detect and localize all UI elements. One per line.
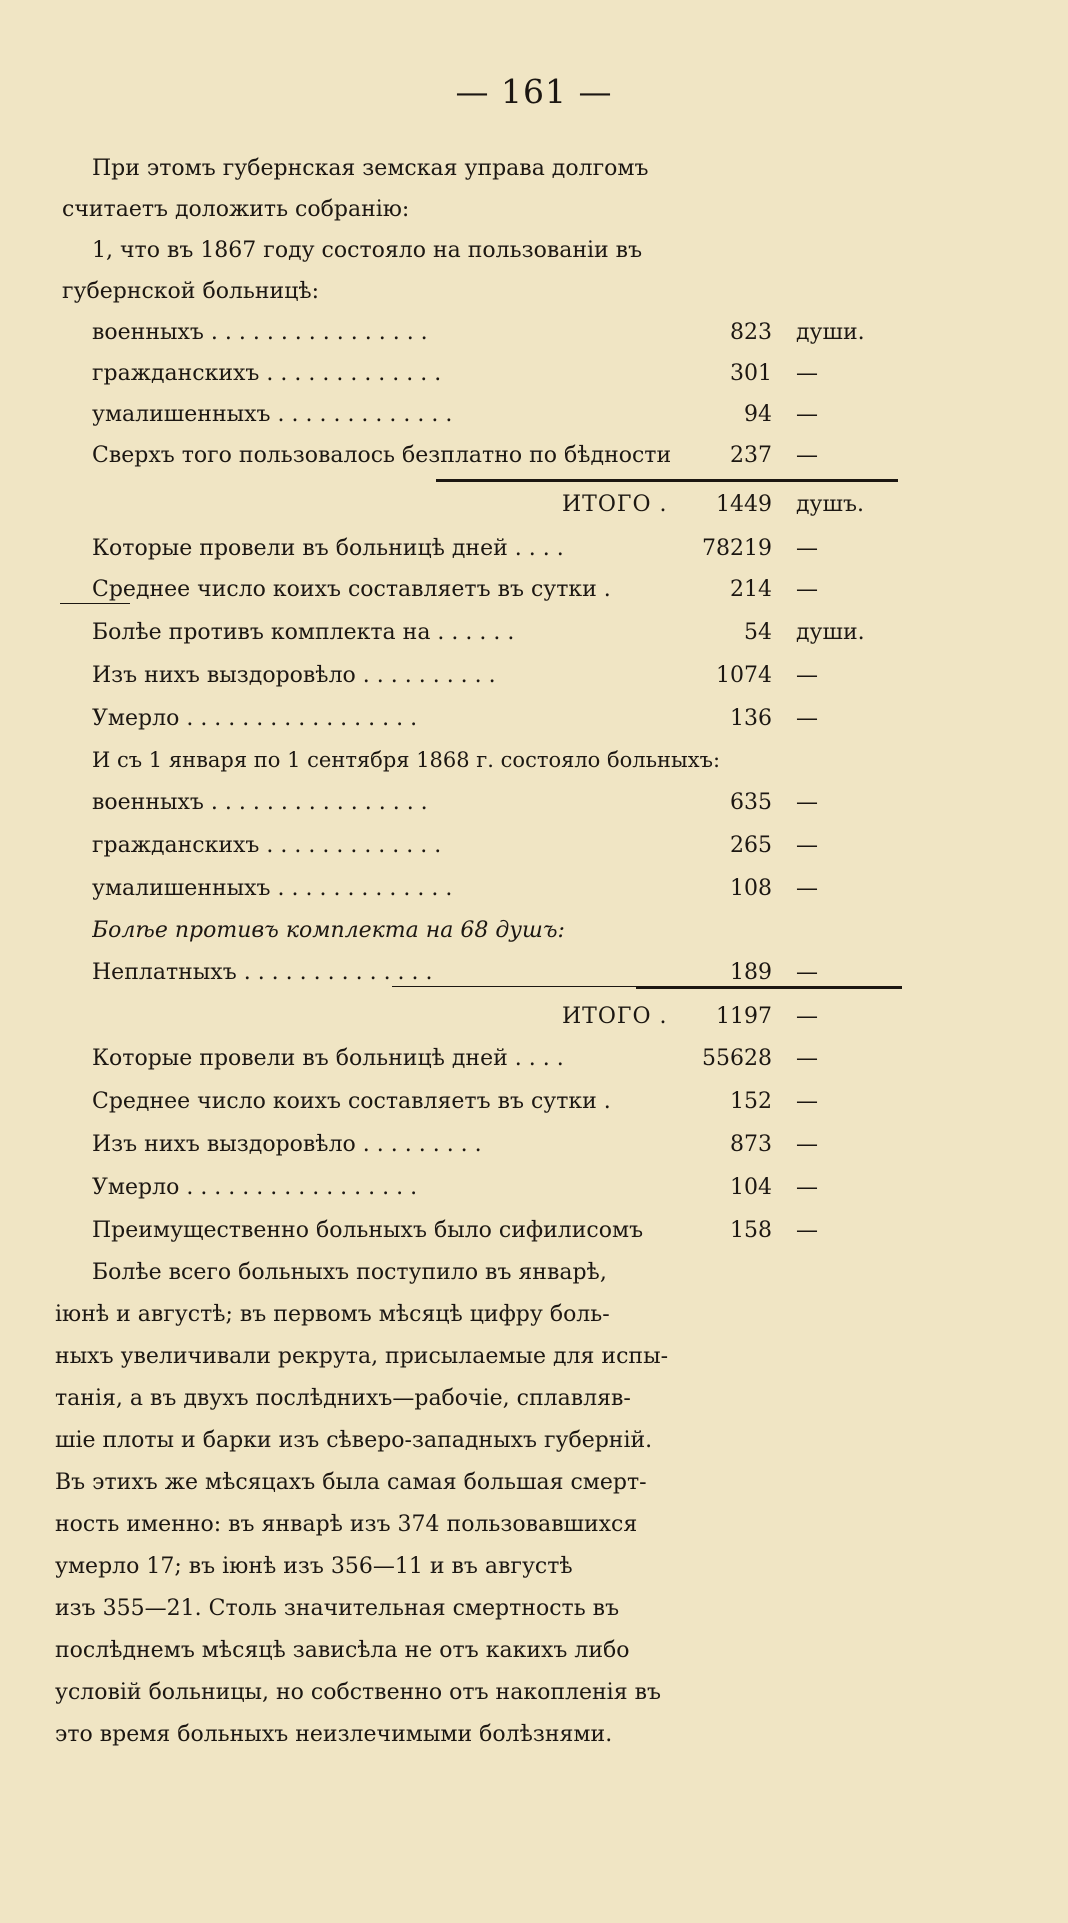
row-unit: — <box>796 663 818 688</box>
intro-line: 1, что въ 1867 году состояло на пользованіи въ <box>92 238 643 263</box>
row-unit: — <box>796 1046 818 1071</box>
table-row <box>92 361 872 391</box>
table-row <box>92 402 872 432</box>
intro-line: губернской больницѣ: <box>62 279 320 304</box>
sum-rule-thin <box>392 986 636 987</box>
paragraph-line: умерло 17; въ іюнѣ изъ 356—11 и въ августѣ <box>55 1554 573 1579</box>
row-label: Сверхъ того пользовалось безплатно по бѣдности <box>92 443 672 468</box>
table-row <box>92 833 872 863</box>
paragraph-line: условій больницы, но собственно отъ накопленія въ <box>55 1680 661 1705</box>
row-value: 55628 <box>702 1046 772 1071</box>
total-label: ИТОГО . <box>562 1004 668 1029</box>
row-unit: — <box>796 1218 818 1243</box>
sum-rule <box>436 479 898 482</box>
table-row <box>92 1218 872 1248</box>
row-label: гражданскихъ . . . . . . . . . . . . . <box>92 361 442 386</box>
table-row <box>92 663 872 693</box>
row-unit: — <box>796 361 818 386</box>
row-label: Которые провели въ больницѣ дней . . . . <box>92 536 564 561</box>
table-row <box>92 536 872 566</box>
total-row <box>92 492 872 522</box>
row-value: 214 <box>730 577 772 602</box>
row-label: Неплатныхъ . . . . . . . . . . . . . . <box>92 960 433 985</box>
row-value: 1074 <box>716 663 772 688</box>
table-row <box>92 1046 872 1076</box>
table-row <box>92 443 872 473</box>
row-unit: души. <box>796 620 865 645</box>
row-value: 94 <box>744 402 772 427</box>
row-label: Которые провели въ больницѣ дней . . . . <box>92 1046 564 1071</box>
row-unit: — <box>796 960 818 985</box>
paragraph-line: ныхъ увеличивали рекрута, присылаемые для испы- <box>55 1344 669 1369</box>
row-unit: — <box>796 1089 818 1114</box>
row-unit: — <box>796 876 818 901</box>
table-row <box>92 577 872 607</box>
paragraph-line: шіе плоты и барки изъ сѣверо-западныхъ губерній. <box>55 1428 653 1453</box>
row-label: умалишенныхъ . . . . . . . . . . . . . <box>92 402 453 427</box>
row-value: 635 <box>730 790 772 815</box>
total-unit: — <box>796 1004 818 1029</box>
row-value: 823 <box>730 320 772 345</box>
paragraph-line: послѣднемъ мѣсяцѣ зависѣла не отъ какихъ либо <box>55 1638 630 1663</box>
paragraph-line: изъ 355—21. Столь значительная смертность въ <box>55 1596 620 1621</box>
row-value: 873 <box>730 1132 772 1157</box>
row-unit: — <box>796 1175 818 1200</box>
table-row <box>92 1132 872 1162</box>
margin-stroke <box>60 603 130 604</box>
table-row <box>92 320 872 350</box>
sum-rule <box>636 986 902 989</box>
row-label: умалишенныхъ . . . . . . . . . . . . . <box>92 876 453 901</box>
row-value: 301 <box>730 361 772 386</box>
row-value: 152 <box>730 1089 772 1114</box>
paragraph-line: танія, а въ двухъ послѣднихъ—рабочіе, сплавляв- <box>55 1386 631 1411</box>
row-label: Изъ нихъ выздоровѣло . . . . . . . . . <box>92 1132 482 1157</box>
row-value: 265 <box>730 833 772 858</box>
total-value: 1449 <box>716 492 772 517</box>
table-row <box>92 1089 872 1119</box>
row-label: Умерло . . . . . . . . . . . . . . . . . <box>92 1175 418 1200</box>
italic-note: Болѣе противъ комплекта на 68 душъ: <box>92 918 565 943</box>
row-label: военныхъ . . . . . . . . . . . . . . . . <box>92 790 428 815</box>
row-unit: — <box>796 706 818 731</box>
row-unit: — <box>796 577 818 602</box>
table-row <box>92 790 872 820</box>
row-label: Умерло . . . . . . . . . . . . . . . . . <box>92 706 418 731</box>
table-row <box>92 706 872 736</box>
row-unit: — <box>796 536 818 561</box>
row-label: Среднее число коихъ составляетъ въ сутки . <box>92 1089 611 1114</box>
paragraph-line: это время больныхъ неизлечимыми болѣзнями. <box>55 1722 613 1747</box>
row-value: 108 <box>730 876 772 901</box>
table-row <box>92 1175 872 1205</box>
total-value: 1197 <box>716 1004 772 1029</box>
total-unit: душъ. <box>796 492 864 517</box>
row-label: Среднее число коихъ составляетъ въ сутки . <box>92 577 611 602</box>
table-row <box>92 876 872 906</box>
paragraph-line: Болѣе всего больныхъ поступило въ январѣ, <box>92 1260 607 1285</box>
total-row <box>92 1004 872 1034</box>
intro-line: При этомъ губернская земская управа долгомъ <box>92 156 649 181</box>
row-value: 104 <box>730 1175 772 1200</box>
total-label: ИТОГО . <box>562 492 668 517</box>
row-unit: — <box>796 1132 818 1157</box>
row-label: гражданскихъ . . . . . . . . . . . . . <box>92 833 442 858</box>
paragraph-line: іюнѣ и августѣ; въ первомъ мѣсяцѣ цифру боль- <box>55 1302 610 1327</box>
row-label: военныхъ . . . . . . . . . . . . . . . . <box>92 320 428 345</box>
row-value: 158 <box>730 1218 772 1243</box>
row-value: 189 <box>730 960 772 985</box>
row-value: 136 <box>730 706 772 731</box>
table-row <box>92 620 872 650</box>
row-unit: — <box>796 402 818 427</box>
row-label: Преимущественно больныхъ было сифилисомъ <box>92 1218 644 1243</box>
row-unit: — <box>796 833 818 858</box>
row-value: 54 <box>744 620 772 645</box>
intro-line: считаетъ доложить собранію: <box>62 197 410 222</box>
row-value: 78219 <box>702 536 772 561</box>
row-label: Болѣе противъ комплекта на . . . . . . <box>92 620 515 645</box>
row-unit: души. <box>796 320 865 345</box>
page-number: — 161 — <box>455 72 613 111</box>
paragraph-line: ность именно: въ январѣ изъ 374 пользовавшихся <box>55 1512 638 1537</box>
paragraph-line: Въ этихъ же мѣсяцахъ была самая большая смерт- <box>55 1470 647 1495</box>
row-unit: — <box>796 443 818 468</box>
row-label: Изъ нихъ выздоровѣло . . . . . . . . . . <box>92 663 496 688</box>
row-value: 237 <box>730 443 772 468</box>
section-heading: И съ 1 января по 1 сентября 1868 г. состояло больныхъ: <box>92 748 721 772</box>
row-unit: — <box>796 790 818 815</box>
